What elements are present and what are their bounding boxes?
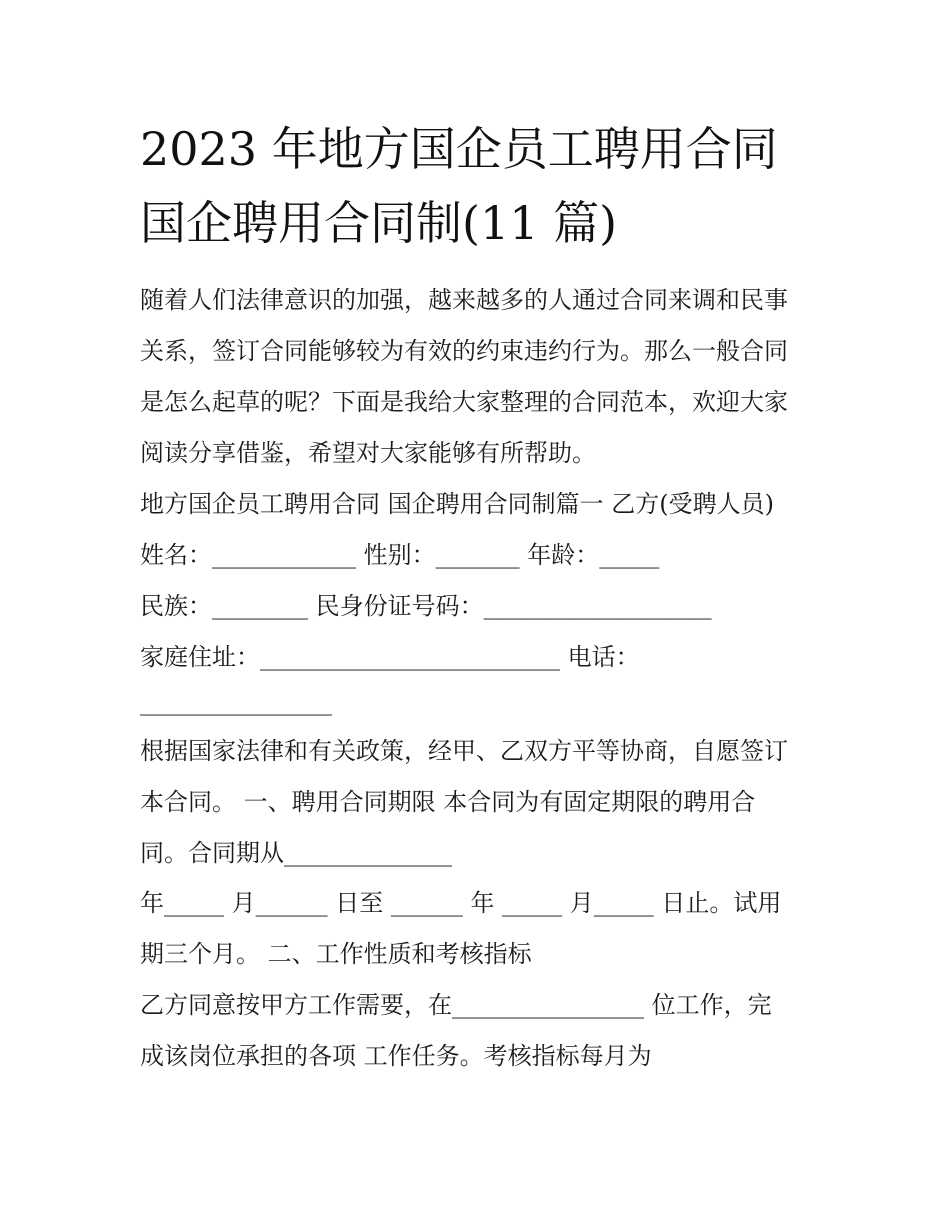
body-line: 随着人们法律意识的加强，越来越多的人通过合同来调和民事 [140,286,788,314]
form-line-address-phone: 家庭住址：_________________________ 电话： [140,643,640,671]
form-line-ethnicity-id: 民族：________ 民身份证号码：___________________ [140,592,712,620]
body-line: 本合同。 一、聘用合同期限 本合同为有固定期限的聘用合 [140,788,756,816]
document-title-line-2: 国企聘用合同制(11 篇) [140,196,618,250]
body-line: 同。合同期从______________ [140,839,452,867]
form-line-phone-blank: ________________ [140,688,332,716]
body-line: 成该岗位承担的各项 工作任务。考核指标每月为 [140,1042,652,1070]
body-line: 根据国家法律和有关政策，经甲、乙双方平等协商，自愿签订 [140,737,788,765]
body-line: 年_____ 月______ 日至 ______ 年 _____ 月_____ 日止。试用 [140,889,782,917]
body-line: 关系，签订合同能够较为有效的约束违约行为。那么一般合同 [140,337,788,365]
body-line: 是怎么起草的呢？下面是我给大家整理的合同范本，欢迎大家 [140,388,788,416]
form-line-name-gender-age: 姓名：____________ 性别：_______ 年龄：_____ [140,541,660,569]
body-line: 期三个月。 二、工作性质和考核指标 [140,940,532,968]
body-line: 乙方同意按甲方工作需要，在________________ 位工作，完 [140,991,772,1019]
document-title [140,112,830,260]
body-line: 阅读分享借鉴，希望对大家能够有所帮助。 [140,439,596,467]
document-title-line-1: 2023 年地方国企员工聘用合同 [140,122,778,176]
section-heading-line: 地方国企员工聘用合同 国企聘用合同制篇一 乙方(受聘人员) [140,490,774,518]
